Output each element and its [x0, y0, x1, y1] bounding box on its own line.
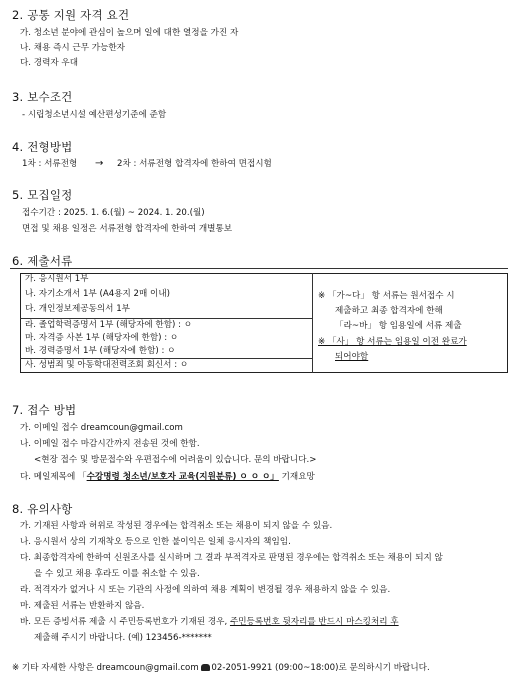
sec8-item-f-cont: 제출해 주시기 바랍니다. (예) 123456-*******	[34, 633, 212, 643]
table-row-sep-2	[20, 358, 312, 359]
sec2-item-b: 나. 채용 즉시 근무 가능한자	[20, 43, 125, 53]
doc-item-d: 라. 졸업학력증명서 1부 (해당자에 한함) : ㅇ	[25, 320, 193, 330]
sec7-item-c	[20, 472, 315, 483]
note-1-line-2: 제출하고 최종 합격자에 한해	[335, 306, 443, 316]
sec8-item-f	[20, 617, 399, 628]
sec7-item-a: 가. 이메일 접수 dreamcoun@gmail.com	[20, 423, 183, 433]
arrow-icon: →	[95, 158, 104, 169]
sec8-item-e: 마. 제출된 서류는 반환하지 않음.	[20, 601, 145, 611]
doc-item-b: 나. 자기소개서 1부 (A4용지 2매 이내)	[25, 289, 170, 299]
doc-item-c: 다. 개인정보제공동의서 1부	[25, 304, 130, 314]
section-6-underline	[10, 268, 508, 269]
sec7-item-b: 나. 이메일 접수 마감시간까지 전송된 것에 한함.	[20, 439, 200, 449]
sec4-step1: 1차 : 서류전형	[22, 159, 78, 169]
sec8-item-f-prefix: 바. 모든 증빙서류 제출 시 주민등록번호가 기재된 경우,	[20, 617, 230, 627]
note-2-line-1: ※ 「사」 항 서류는 임용일 이전 완료가	[318, 337, 467, 347]
sec7-item-c-prefix: 다. 메일제목에 「	[20, 472, 87, 482]
doc-item-g: 사. 성범죄 및 아동학대전력조회 회신서 : ㅇ	[25, 360, 189, 370]
sec8-item-a: 가. 기재된 사항과 허위로 작성된 경우에는 합격취소 또는 채용이 되지 않을 수 있음.	[20, 521, 333, 531]
section-3-title: 3. 보수조건	[12, 90, 73, 104]
sec8-item-b: 나. 응시원서 상의 기재착오 등으로 인한 불이익은 일체 응시자의 책임임.	[20, 537, 291, 547]
note-2-line-2: 되어야함	[335, 352, 369, 362]
sec8-item-c: 다. 최종합격자에 한하여 신원조사를 실시하며 그 결과 부적격자로 판명된 경우에는 합격취소 또는 채용이 되지 않	[20, 553, 443, 563]
sec3-item: - 시립청소년시설 예산편성기준에 준함	[22, 110, 167, 120]
doc-item-f: 바. 경력증명서 1부 (해당자에 한함) : ㅇ	[25, 346, 176, 356]
doc-item-a: 가. 응시원서 1부	[25, 274, 89, 284]
section-2-title: 2. 공통 지원 자격 요건	[12, 8, 130, 22]
sec7-item-c-suffix: 기재요망	[278, 472, 315, 482]
section-5-title: 5. 모집일정	[12, 188, 73, 202]
section-6-title: 6. 제출서류	[12, 254, 73, 268]
email-subject-format: 수강명령 청소년/보호자 교육(지원분류) ㅇ ㅇ ㅇ」	[86, 472, 279, 482]
sec2-item-a: 가. 청소년 분야에 관심이 높으며 일에 대한 열정을 가진 자	[20, 28, 239, 38]
footer-suffix: 02-2051-9921 (09:00~18:00)로 문의하시기 바랍니다.	[211, 663, 430, 673]
masking-instruction: 주민등록번호 뒷자리를 반드시 마스킹처리 후	[229, 617, 399, 627]
section-7-title: 7. 접수 방법	[12, 403, 77, 417]
phone-icon	[201, 664, 210, 671]
sec4-step2: 2차 : 서류전형 합격자에 한하여 면접시험	[117, 159, 272, 169]
sec5-note: 면접 및 채용 일정은 서류전형 합격자에 한하여 개별통보	[22, 224, 233, 234]
sec7-note: <현장 접수 및 방문접수와 우편접수에 어려움이 있습니다. 문의 바랍니다.>	[34, 455, 317, 465]
table-row-sep-1	[20, 318, 312, 319]
footer-contact	[12, 663, 430, 674]
sec8-item-d: 라. 적격자가 없거나 시 또는 기관의 사정에 의하여 채용 계획이 변경될 경우 채용하지 않을 수 있음.	[20, 585, 391, 595]
note-1-line-1: ※ 「가~다」 항 서류는 원서접수 시	[318, 291, 455, 301]
sec5-period: 접수기간 : 2025. 1. 6.(월) ~ 2024. 1. 20.(월)	[22, 208, 205, 218]
note-1-line-3: 「라~바」 항 임용일에 서류 제출	[335, 321, 462, 331]
table-divider	[312, 273, 313, 373]
sec8-item-c-cont: 을 수 있고 채용 후라도 이를 취소할 수 있음.	[34, 569, 200, 579]
sec2-item-c: 다. 경력자 우대	[20, 58, 79, 68]
doc-item-e: 마. 자격증 사본 1부 (해당자에 한함) : ㅇ	[25, 333, 179, 343]
footer-prefix: ※ 기타 자세한 사항은 dreamcoun@gmail.com	[12, 663, 202, 673]
section-4-title: 4. 전형방법	[12, 140, 73, 154]
section-8-title: 8. 유의사항	[12, 502, 73, 516]
